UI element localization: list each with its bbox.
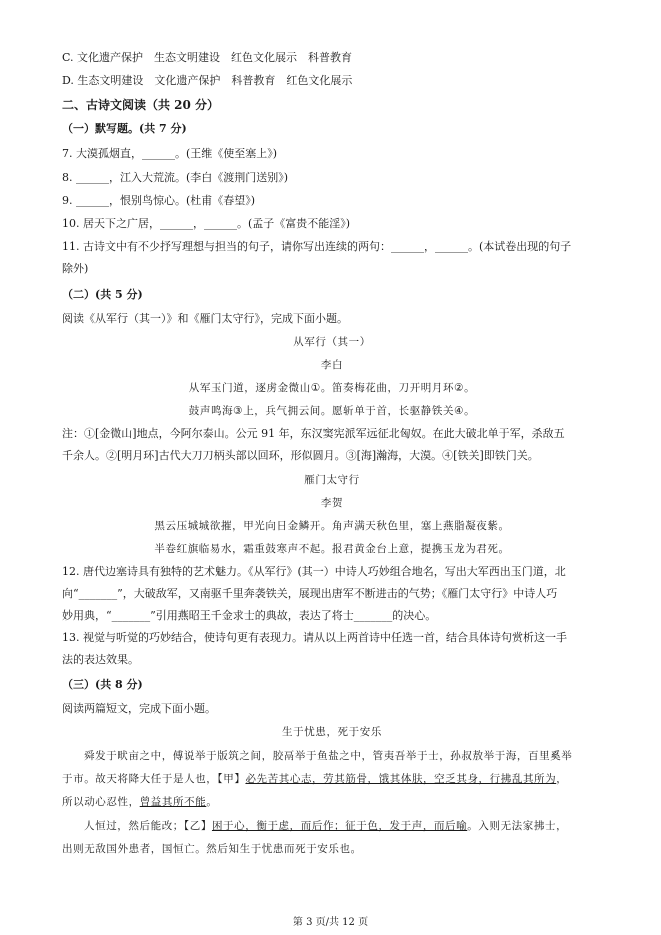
poem2-title: 雁门太守行 [304,474,360,486]
poem2-author: 李贺 [320,497,344,509]
essay-p1-line3-lead: 所以动心忍性， [62,796,140,808]
poem1-author: 李白 [320,359,344,371]
part2-title: （二）(共 5 分) [62,288,143,301]
essay-p2-line1-tail: 。入则无法家拂士， [467,820,568,832]
essay-p2-line1 [62,818,622,834]
essay-underline-zengyi: 曾益其所不能 [139,796,207,808]
essay-p2-line2: 出则无敌国外患者，国恒亡。然后知生于忧患而死于安乐也。 [62,843,362,855]
poem1-line1: 从军玉门道，逐虏金微山①。笛奏梅花曲，刀开明月环②。 [188,382,476,394]
note-line1: 注：①[金微山]地点，今阿尔泰山。公元 91 年，东汉窦宪派军远征北匈奴。在此大破北单于军，杀敌五 [62,427,565,440]
essay-p2-line1-lead: 人恒过，然后能改；【乙】 [84,820,212,832]
question-8: 8. ______，江入大荒流。(李白《渡荆门送别》) [62,171,289,184]
essay-underline-yi: 困于心，衡于虑，而后作；征于色，发于声，而后喻 [211,820,468,832]
question-13-line1: 13. 视觉与听觉的巧妙结合，使诗句更有表现力。请从以上两首诗中任选一首，结合具体诗句赏析这一手 [62,631,567,644]
part2-intro: 阅读《从军行（其一）》和《雁门太守行》，完成下面小题。 [62,312,348,325]
question-7: 7. 大漠孤烟直，______。(王维《使至塞上》) [62,147,278,160]
option-d: D. 生态文明建设 文化遗产保护 科普教育 红色文化展示 [62,74,353,87]
question-10: 10. 居天下之广居，______，______。(孟子《富贵不能淫》) [62,217,351,230]
question-12-line1: 12. 唐代边塞诗具有独特的艺术魅力。《从军行》(其一）中诗人巧妙组合地名，写出大军西出玉门道，北 [62,565,566,578]
essay-p1-line2-tail: ， [556,773,568,785]
page-footer: 第 3 页/共 12 页 [292,917,369,928]
poem1-line2: 鼓声鸣海③上，兵气拥云间。愿斩单于首，长驱静铁关④。 [188,405,476,417]
question-11-line1: 11. 古诗文中有不少抒写理想与担当的句子，请你写出连续的两句：______，______。(本试卷出现的句子 [62,240,572,253]
essay-p1-line2 [62,771,622,787]
section-title: 二、古诗文阅读（共 20 分） [62,98,220,112]
essay-underline-jia: 必先苦其心志，劳其筋骨，饿其体肤，空乏其身，行拂乱其所为 [245,773,557,785]
essay-p1-line3 [62,794,622,810]
question-12-line2: 向“_______”，大破敌军，又南驱千里奔袭铁关，展现出唐军不断进击的气势；《雁门太守行》中诗人巧 [62,587,558,600]
question-9: 9. ______，恨别鸟惊心。(杜甫《春望》) [62,194,256,207]
essay-p1-line2-lead: 于市。故天将降大任于是人也，【甲】 [62,773,246,785]
essay-p1-line1: 舜发于畎亩之中，傅说举于版筑之间，胶鬲举于鱼盐之中，管夷吾举于士，孙叔敖举于海，百里奚举 [84,750,573,762]
essay-p1-line3-tail: 。 [206,796,218,808]
question-11-line2: 除外) [62,262,89,275]
poem1-title: 从军行（其一） [293,336,371,348]
poem2-line2: 半卷红旗临易水，霜重鼓寒声不起。报君黄金台上意，提携玉龙为君死。 [154,543,510,555]
note-line2: 千余人。②[明月环]古代大刀刀柄头部以回环，形似圆月。③[海]瀚海，大漠。④[铁关]即铁门关。 [62,449,539,462]
option-c: C. 文化遗产保护 生态文明建设 红色文化展示 科普教育 [62,51,353,64]
part3-title: （三）(共 8 分) [62,678,143,691]
part3-intro: 阅读两篇短文，完成下面小题。 [62,702,216,715]
part1-title: （一）默写题。(共 7 分) [62,122,187,135]
question-12-line3: 妙用典，“_______”引用燕昭王千金求士的典故，表达了将士_______的决心。 [62,609,437,622]
question-13-line2: 法的表达效果。 [62,653,139,666]
poem2-line1: 黑云压城城欲摧，甲光向日金鳞开。角声满天秋色里，塞上燕脂凝夜紫。 [154,520,510,532]
essay-title: 生于忧患，死于安乐 [282,726,382,738]
